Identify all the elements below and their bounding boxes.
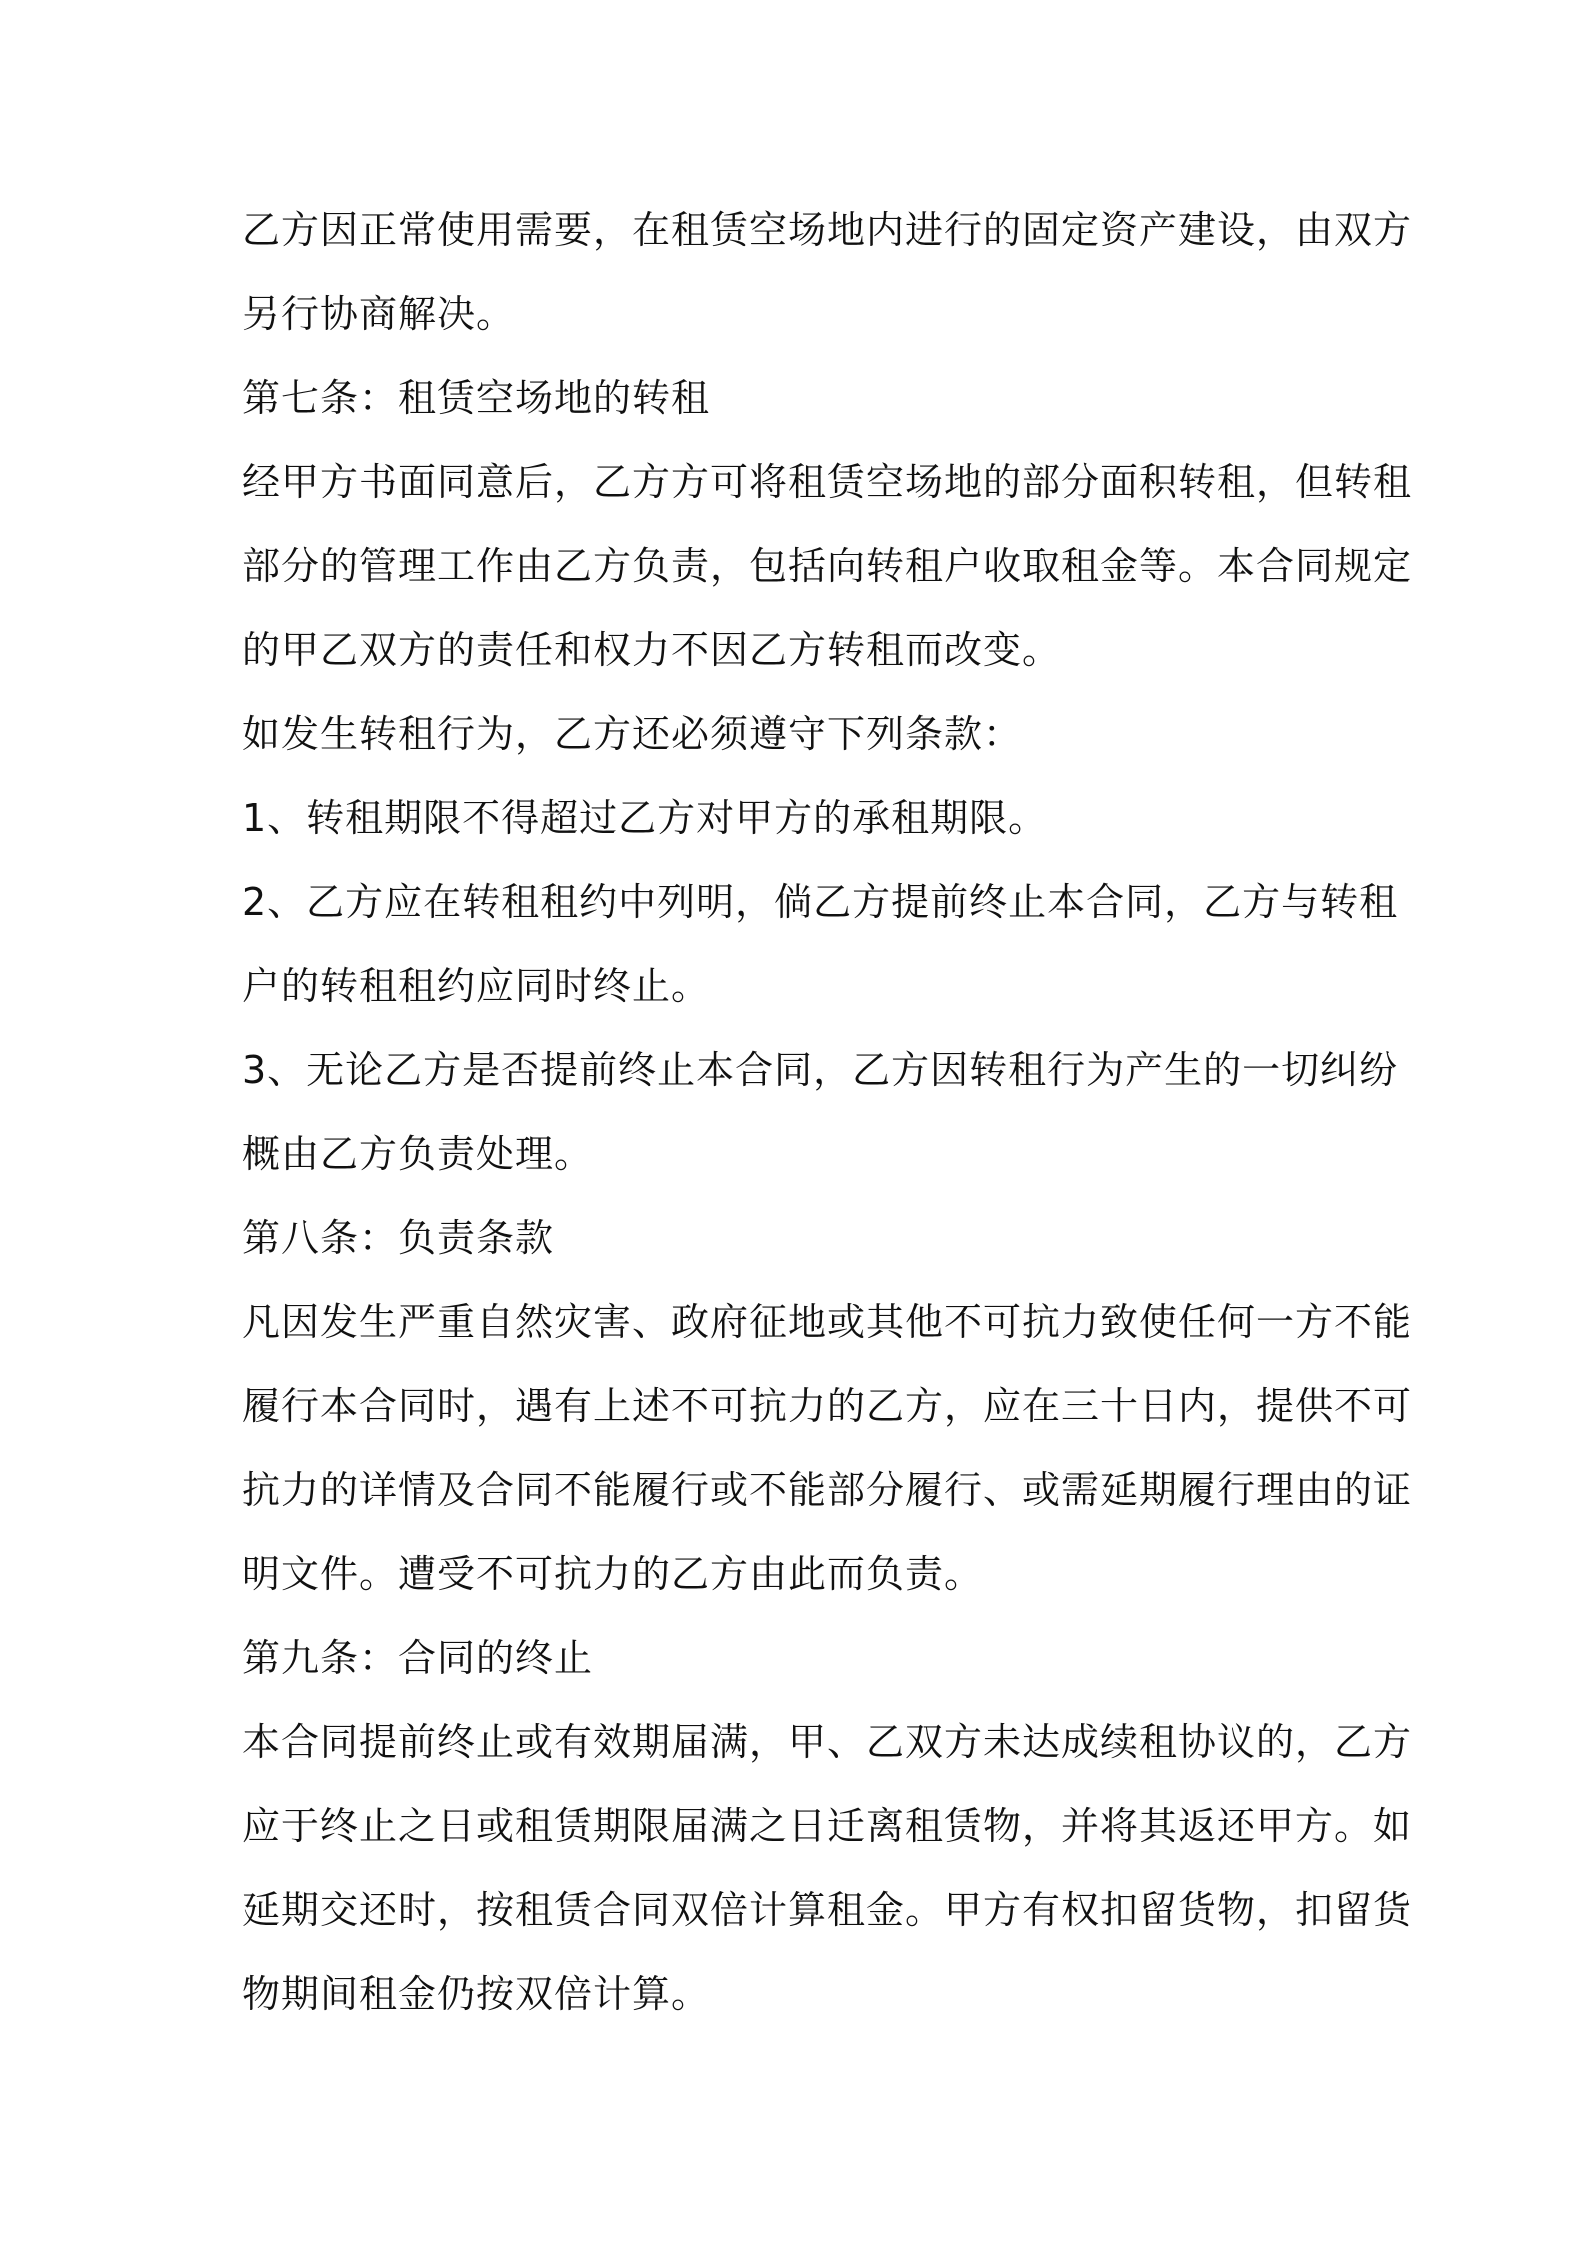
- text-line: 延期交还时，按租赁合同双倍计算租金。甲方有权扣留货物，扣留货: [242, 1888, 1413, 1932]
- list-item: 3、无论乙方是否提前终止本合同，乙方因转租行为产生的一切纠纷: [242, 1048, 1399, 1092]
- text-line: 乙方因正常使用需要，在租赁空场地内进行的固定资产建设，由双方: [242, 208, 1413, 252]
- text-line: 户的转租租约应同时终止。: [242, 964, 711, 1008]
- section-heading: 第九条：合同的终止: [242, 1636, 594, 1680]
- section-heading: 第七条：租赁空场地的转租: [242, 376, 711, 420]
- text-line: 物期间租金仍按双倍计算。: [242, 1972, 711, 2016]
- text-line: 本合同提前终止或有效期届满，甲、乙双方未达成续租协议的，乙方: [242, 1720, 1413, 1764]
- text-line: 另行协商解决。: [242, 292, 516, 336]
- text-line: 应于终止之日或租赁期限届满之日迁离租赁物，并将其返还甲方。如: [242, 1804, 1413, 1848]
- document-body: [242, 200, 1413, 2048]
- text-line: 的甲乙双方的责任和权力不因乙方转租而改变。: [242, 628, 1062, 672]
- text-line: 部分的管理工作由乙方负责，包括向转租户收取租金等。本合同规定: [242, 544, 1413, 588]
- text-line: 概由乙方负责处理。: [242, 1132, 594, 1176]
- text-line: 抗力的详情及合同不能履行或不能部分履行、或需延期履行理由的证: [242, 1468, 1413, 1512]
- text-line: 凡因发生严重自然灾害、政府征地或其他不可抗力致使任何一方不能: [242, 1300, 1413, 1344]
- list-item: 1、转租期限不得超过乙方对甲方的承租期限。: [242, 796, 1048, 840]
- text-line: 经甲方书面同意后，乙方方可将租赁空场地的部分面积转租，但转租: [242, 460, 1413, 504]
- text-line: 明文件。遭受不可抗力的乙方由此而负责。: [242, 1552, 984, 1596]
- text-line: 履行本合同时，遇有上述不可抗力的乙方，应在三十日内，提供不可: [242, 1384, 1413, 1428]
- section-heading: 第八条：负责条款: [242, 1216, 555, 1260]
- text-line: 如发生转租行为，乙方还必须遵守下列条款：: [242, 712, 1023, 756]
- list-item: 2、乙方应在转租租约中列明，倘乙方提前终止本合同，乙方与转租: [242, 880, 1399, 924]
